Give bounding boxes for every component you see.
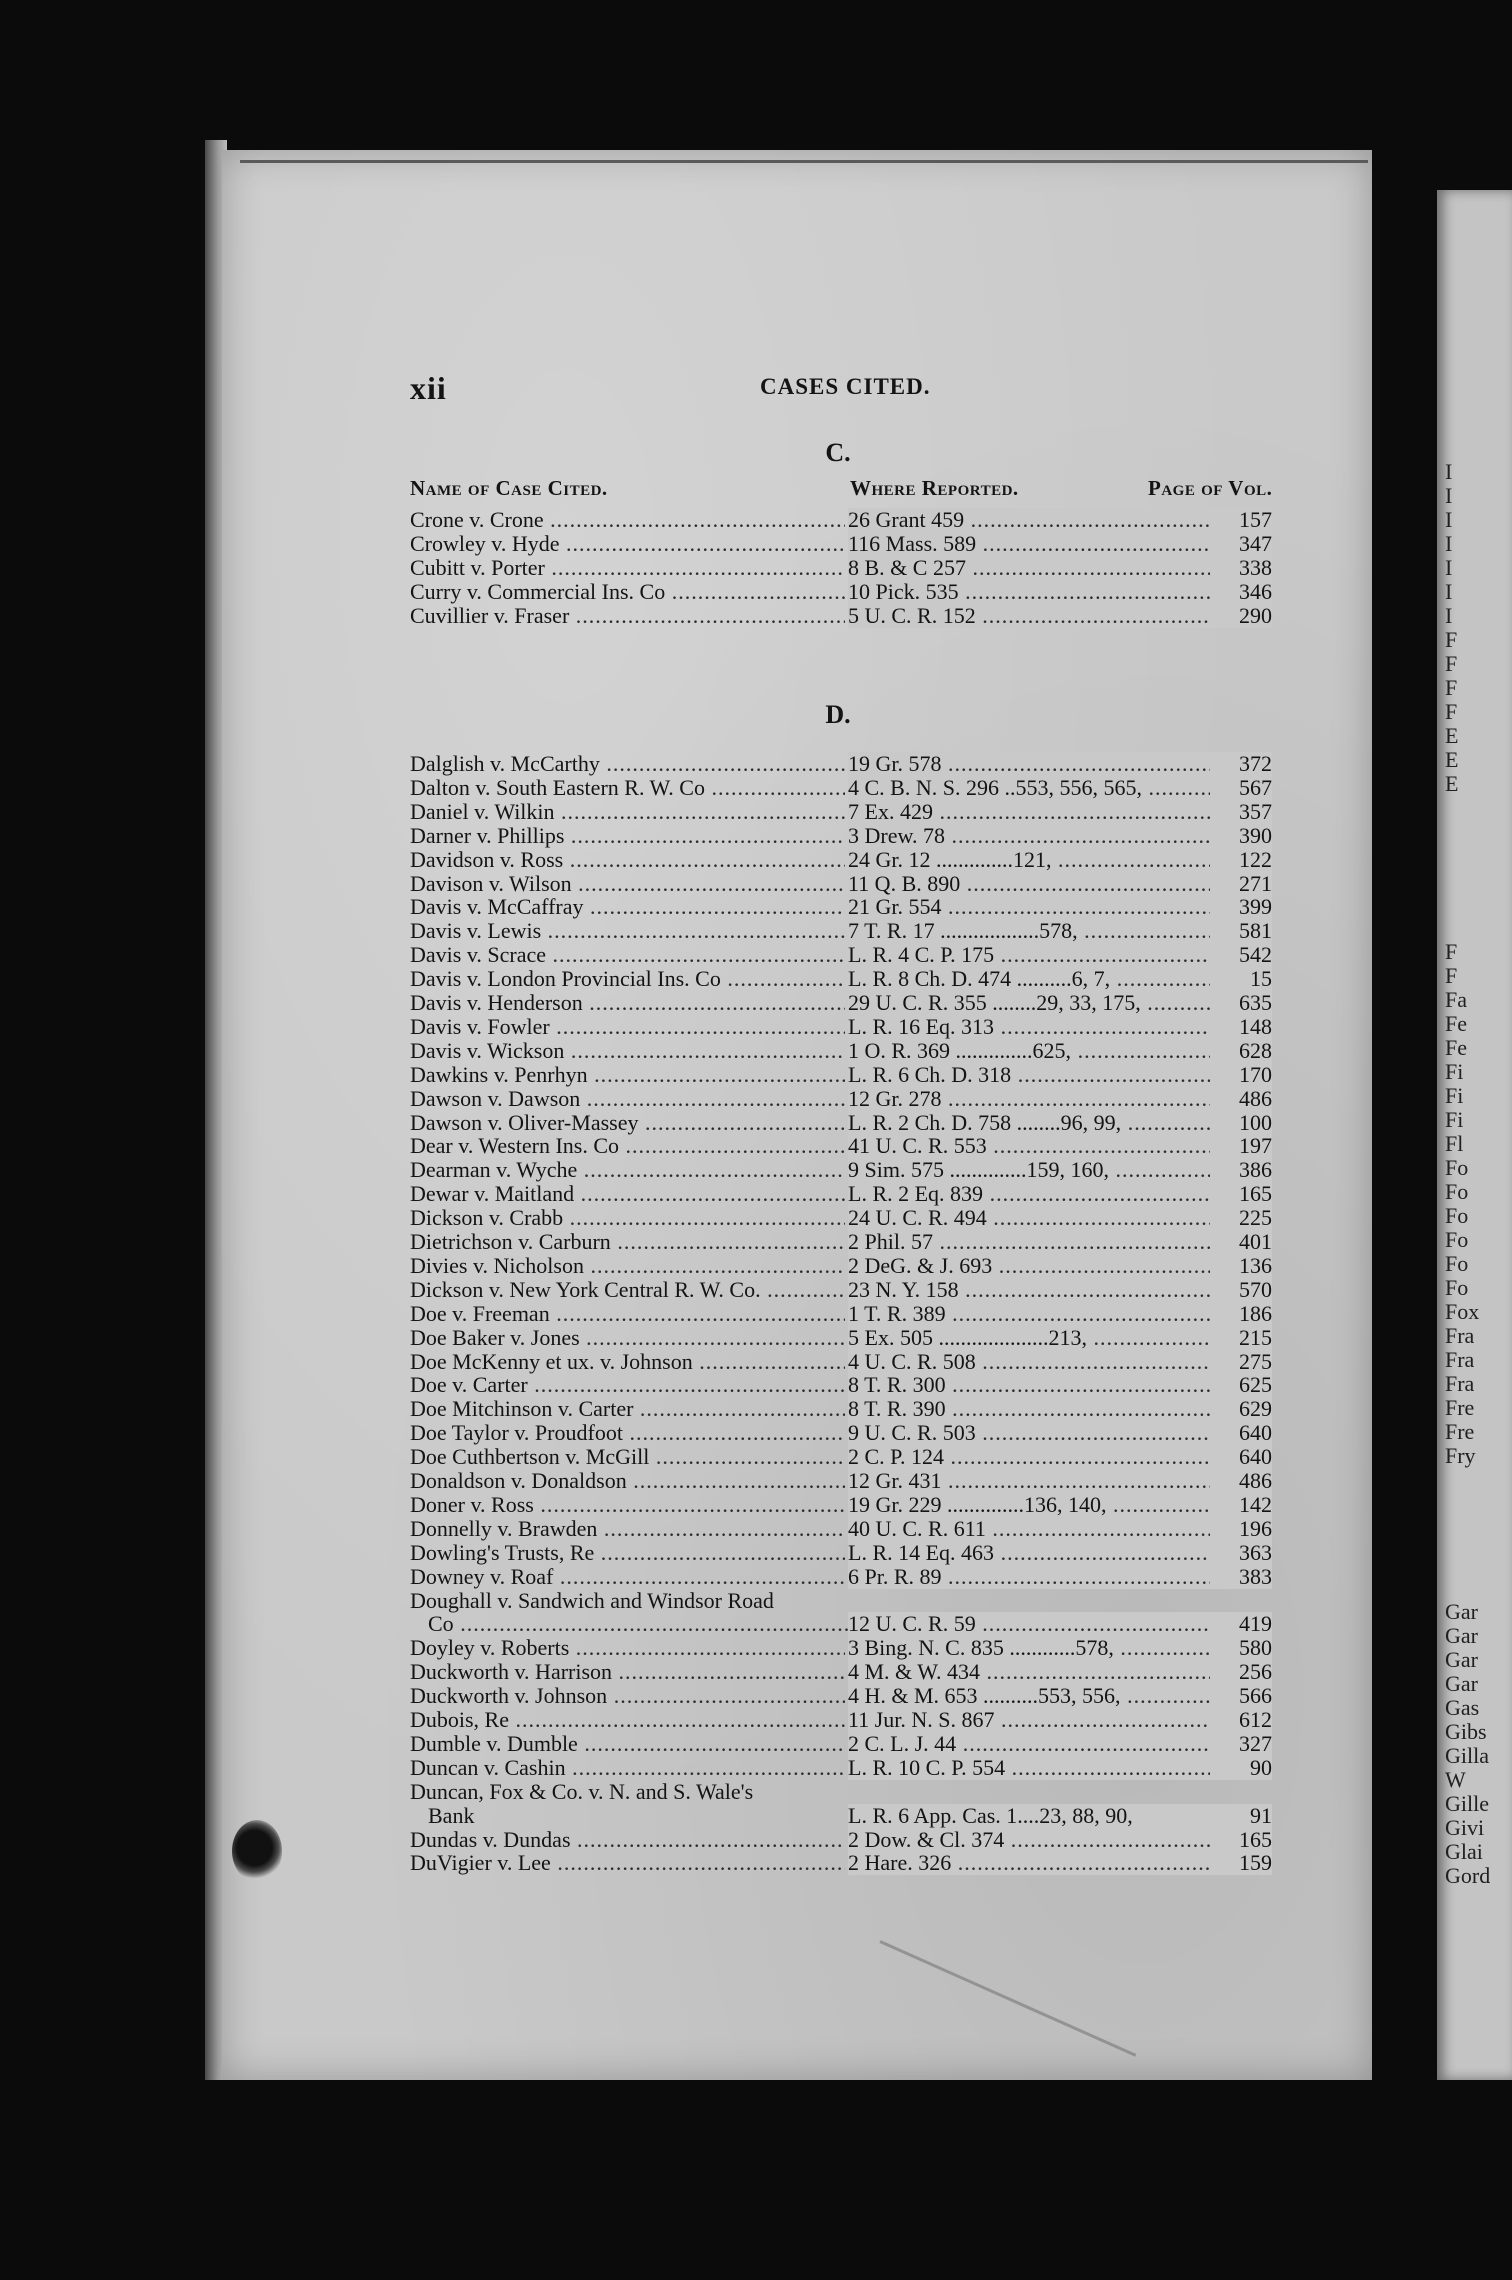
page-of-volume: 165	[1210, 1828, 1272, 1852]
adjacent-page-fragment: F	[1445, 628, 1458, 652]
case-row	[410, 1326, 1272, 1350]
case-name: Donnelly v. Brawden .....	[410, 1517, 845, 1541]
adjacent-page-fragment: Gar	[1445, 1672, 1478, 1696]
adjacent-page-fragment: Fra	[1445, 1324, 1475, 1348]
case-name: Davis v. Henderson .....	[410, 991, 845, 1015]
page-of-volume: 100	[1210, 1111, 1272, 1135]
page-of-volume: 142	[1210, 1493, 1272, 1517]
adjacent-page-fragment: F	[1445, 652, 1458, 676]
case-row	[410, 967, 1272, 991]
page-of-volume: 347	[1210, 532, 1272, 556]
case-row	[410, 1541, 1272, 1565]
page-of-volume: 225	[1210, 1206, 1272, 1230]
case-row	[410, 943, 1272, 967]
case-row	[410, 1397, 1272, 1421]
adjacent-page-fragment: Fre	[1445, 1396, 1475, 1420]
case-row	[410, 1469, 1272, 1493]
case-row	[410, 1636, 1272, 1660]
page-of-volume: 542	[1210, 943, 1272, 967]
where-reported: 24 U. C. R. 494 .....	[848, 1206, 1210, 1230]
case-row	[410, 991, 1272, 1015]
column-heading-name: Name of Case Cited.	[410, 476, 608, 500]
case-row	[410, 1493, 1272, 1517]
case-name: Divies v. Nicholson .....	[410, 1254, 845, 1278]
adjacent-page-fragment: Glai	[1445, 1840, 1483, 1864]
where-reported: L. R. 10 C. P. 554 .....	[848, 1756, 1210, 1780]
case-row	[410, 1182, 1272, 1206]
case-row	[410, 1445, 1272, 1469]
where-reported: 2 DeG. & J. 693 .....	[848, 1254, 1210, 1278]
case-row	[410, 1302, 1272, 1326]
adjacent-page-fragment: Fo	[1445, 1180, 1469, 1204]
case-row	[410, 848, 1272, 872]
where-reported: 1 T. R. 389 .....	[848, 1302, 1210, 1326]
page-of-volume: 629	[1210, 1397, 1272, 1421]
where-reported: 6 Pr. R. 89 .....	[848, 1565, 1210, 1589]
adjacent-page-fragment: E	[1445, 724, 1459, 748]
page-of-volume: 386	[1210, 1158, 1272, 1182]
adjacent-page-fragment: Gar	[1445, 1600, 1478, 1624]
where-reported: 29 U. C. R. 355 ........29, 33, 175, .....	[848, 991, 1210, 1015]
ink-stain	[232, 1820, 282, 1882]
page-of-volume: 486	[1210, 1087, 1272, 1111]
case-row	[410, 872, 1272, 896]
page-of-volume: 290	[1210, 604, 1272, 628]
page-of-volume: 136	[1210, 1254, 1272, 1278]
where-reported: 2 C. P. 124 .....	[848, 1445, 1210, 1469]
case-name: Crone v. Crone .....	[410, 508, 845, 532]
where-reported: 1 O. R. 369 ..............625, .....	[848, 1039, 1210, 1063]
page-of-volume: 15	[1210, 967, 1272, 991]
where-reported: 12 Gr. 278 .....	[848, 1087, 1210, 1111]
where-reported: 116 Mass. 589 .....	[848, 532, 1210, 556]
adjacent-page-fragment: E	[1445, 748, 1459, 772]
case-row	[410, 1373, 1272, 1397]
page-of-volume: 215	[1210, 1326, 1272, 1350]
case-name: Davis v. London Provincial Ins. Co .....	[410, 967, 845, 991]
where-reported: L. R. 16 Eq. 313 .....	[848, 1015, 1210, 1039]
page-of-volume: 170	[1210, 1063, 1272, 1087]
page-of-volume: 640	[1210, 1445, 1272, 1469]
adjacent-page-fragment: Fra	[1445, 1348, 1475, 1372]
case-name: Cuvillier v. Fraser .....	[410, 604, 845, 628]
case-row	[410, 1063, 1272, 1087]
page-of-volume: 327	[1210, 1732, 1272, 1756]
case-name: Dowling's Trusts, Re .....	[410, 1541, 845, 1565]
page-of-volume: 399	[1210, 895, 1272, 919]
case-row	[410, 752, 1272, 776]
page-of-volume: 580	[1210, 1636, 1272, 1660]
adjacent-page-fragment: Fi	[1445, 1108, 1464, 1132]
case-name: Cubitt v. Porter .....	[410, 556, 845, 580]
case-name: Dundas v. Dundas .....	[410, 1828, 845, 1852]
case-row	[410, 1421, 1272, 1445]
where-reported: 5 U. C. R. 152 .....	[848, 604, 1210, 628]
case-name: Davis v. Wickson .....	[410, 1039, 845, 1063]
where-reported: 11 Q. B. 890 .....	[848, 872, 1210, 896]
case-row	[410, 1230, 1272, 1254]
adjacent-page-fragment: I	[1445, 508, 1453, 532]
page-of-volume: 338	[1210, 556, 1272, 580]
case-name: Dear v. Western Ins. Co .....	[410, 1134, 845, 1158]
page-of-volume: 159	[1210, 1851, 1272, 1875]
case-row	[410, 1660, 1272, 1684]
where-reported: 8 T. R. 390 .....	[848, 1397, 1210, 1421]
case-name: Doe Baker v. Jones .....	[410, 1326, 845, 1350]
where-reported: 23 N. Y. 158 .....	[848, 1278, 1210, 1302]
case-name: Dumble v. Dumble .....	[410, 1732, 845, 1756]
adjacent-page-fragment: Fre	[1445, 1420, 1475, 1444]
page-of-volume: 372	[1210, 752, 1272, 776]
case-row	[410, 1756, 1272, 1780]
page-of-volume: 390	[1210, 824, 1272, 848]
where-reported: 9 U. C. R. 503 .....	[848, 1421, 1210, 1445]
where-reported: 19 Gr. 229 ..............136, 140, .....	[848, 1493, 1210, 1517]
case-row	[410, 919, 1272, 943]
adjacent-page-fragment: I	[1445, 556, 1453, 580]
where-reported: 41 U. C. R. 553 .....	[848, 1134, 1210, 1158]
where-reported: 2 Hare. 326 .....	[848, 1851, 1210, 1875]
case-row	[410, 1278, 1272, 1302]
where-reported: 26 Grant 459 .....	[848, 508, 1210, 532]
case-name: Dalglish v. McCarthy .....	[410, 752, 845, 776]
case-name: Davis v. McCaffray .....	[410, 895, 845, 919]
column-heading-page: Page of Vol.	[1148, 476, 1273, 500]
case-row	[410, 1804, 1272, 1828]
adjacent-page-fragment: Gar	[1445, 1648, 1478, 1672]
page-of-volume: 567	[1210, 776, 1272, 800]
adjacent-page-fragment: F	[1445, 700, 1458, 724]
adjacent-page-fragment: F	[1445, 940, 1458, 964]
case-row	[410, 508, 1272, 532]
where-reported: 3 Drew. 78 .....	[848, 824, 1210, 848]
case-name: Duckworth v. Johnson .....	[410, 1684, 845, 1708]
where-reported: L. R. 6 App. Cas. 1....23, 88, 90,	[848, 1804, 1210, 1828]
where-reported: 2 C. L. J. 44 .....	[848, 1732, 1210, 1756]
page-of-volume: 357	[1210, 800, 1272, 824]
case-row	[410, 1087, 1272, 1111]
where-reported: 19 Gr. 578 .....	[848, 752, 1210, 776]
running-header	[410, 370, 1270, 410]
running-title: CASES CITED.	[760, 374, 931, 399]
adjacent-page-fragment: Fi	[1445, 1060, 1464, 1084]
where-reported: L. R. 4 C. P. 175 .....	[848, 943, 1210, 967]
case-name: Dearman v. Wyche .....	[410, 1158, 845, 1182]
case-name: Crowley v. Hyde .....	[410, 532, 845, 556]
where-reported: 12 U. C. R. 59 .....	[848, 1612, 1210, 1636]
page-folio: xii	[410, 370, 447, 406]
case-name: Dawson v. Oliver-Massey .....	[410, 1111, 845, 1135]
page-of-volume: 186	[1210, 1302, 1272, 1326]
where-reported: 4 M. & W. 434 .....	[848, 1660, 1210, 1684]
case-name: Doner v. Ross .....	[410, 1493, 845, 1517]
case-row	[410, 1565, 1272, 1589]
where-reported: 21 Gr. 554 .....	[848, 895, 1210, 919]
case-name: Co .....	[410, 1612, 863, 1636]
adjacent-page-fragment: I	[1445, 460, 1453, 484]
page-of-volume: 383	[1210, 1565, 1272, 1589]
case-row	[410, 1612, 1272, 1636]
page-of-volume: 581	[1210, 919, 1272, 943]
page-of-volume: 566	[1210, 1684, 1272, 1708]
case-row	[410, 1206, 1272, 1230]
case-name: Davis v. Fowler .....	[410, 1015, 845, 1039]
adjacent-page-fragment: W	[1445, 1768, 1466, 1792]
where-reported: 11 Jur. N. S. 867 .....	[848, 1708, 1210, 1732]
where-reported: L. R. 2 Ch. D. 758 ........96, 99, .....	[848, 1111, 1210, 1135]
adjacent-page-fragment: Fo	[1445, 1156, 1469, 1180]
adjacent-page-fragment: F	[1445, 964, 1458, 988]
page-of-volume: 165	[1210, 1182, 1272, 1206]
case-row	[410, 776, 1272, 800]
where-reported: 7 Ex. 429 .....	[848, 800, 1210, 824]
page-of-volume: 157	[1210, 508, 1272, 532]
case-row	[410, 824, 1272, 848]
where-reported: 4 U. C. R. 508 .....	[848, 1350, 1210, 1374]
case-name: Downey v. Roaf .....	[410, 1565, 845, 1589]
where-reported: 3 Bing. N. C. 835 ............578, .....	[848, 1636, 1210, 1660]
case-row	[410, 1134, 1272, 1158]
page-of-volume: 625	[1210, 1373, 1272, 1397]
case-row	[410, 1732, 1272, 1756]
case-name: Dietrichson v. Carburn .....	[410, 1230, 845, 1254]
case-row	[410, 1851, 1272, 1875]
column-heading-reported: Where Reported.	[850, 476, 1019, 500]
case-name: Duckworth v. Harrison .....	[410, 1660, 845, 1684]
case-name: Daniel v. Wilkin .....	[410, 800, 845, 824]
adjacent-page-fragment: Fe	[1445, 1012, 1467, 1036]
case-name: Curry v. Commercial Ins. Co .....	[410, 580, 845, 604]
page-of-volume: 197	[1210, 1134, 1272, 1158]
adjacent-page-fragment: F	[1445, 676, 1458, 700]
case-row	[410, 1828, 1272, 1852]
page-of-volume: 90	[1210, 1756, 1272, 1780]
page-of-volume: 256	[1210, 1660, 1272, 1684]
case-row	[410, 1708, 1272, 1732]
case-name: Duncan, Fox & Co. v. N. and S. Wale's	[410, 1779, 754, 1804]
case-row	[410, 532, 1272, 556]
case-name: Dawson v. Dawson .....	[410, 1087, 845, 1111]
case-row	[410, 604, 1272, 628]
case-row	[410, 1254, 1272, 1278]
where-reported: 9 Sim. 575 ..............159, 160, .....	[848, 1158, 1210, 1182]
adjacent-page-fragment: I	[1445, 604, 1453, 628]
page-of-volume: 486	[1210, 1469, 1272, 1493]
where-reported: L. R. 8 Ch. D. 474 ..........6, 7, .....	[848, 967, 1210, 991]
case-name: Dewar v. Maitland .....	[410, 1182, 845, 1206]
adjacent-page-fragment: Fo	[1445, 1252, 1469, 1276]
case-name: Davidson v. Ross .....	[410, 848, 845, 872]
where-reported: 40 U. C. R. 611 .....	[848, 1517, 1210, 1541]
where-reported: 2 Dow. & Cl. 374 .....	[848, 1828, 1210, 1852]
adjacent-page-fragment: Gas	[1445, 1696, 1480, 1720]
where-reported: 10 Pick. 535 .....	[848, 580, 1210, 604]
case-name: Davison v. Wilson .....	[410, 872, 845, 896]
page-of-volume: 570	[1210, 1278, 1272, 1302]
case-name: Dickson v. Crabb .....	[410, 1206, 845, 1230]
adjacent-page-fragment: Fo	[1445, 1228, 1469, 1252]
page-top-rule	[240, 160, 1368, 163]
case-name: Davis v. Lewis .....	[410, 919, 845, 943]
section-letter-d: D.	[825, 700, 851, 729]
page-of-volume: 635	[1210, 991, 1272, 1015]
adjacent-page-fragment: E	[1445, 772, 1459, 796]
case-name: Doyley v. Roberts .....	[410, 1636, 845, 1660]
case-row	[410, 1684, 1272, 1708]
case-name: Doe v. Carter .....	[410, 1373, 845, 1397]
case-row	[410, 1589, 1272, 1613]
case-name: Dalton v. South Eastern R. W. Co .....	[410, 776, 845, 800]
case-row	[410, 1039, 1272, 1063]
case-row	[410, 1517, 1272, 1541]
adjacent-page-fragment: Fa	[1445, 988, 1467, 1012]
adjacent-page-fragment: I	[1445, 580, 1453, 604]
case-name: Bank	[428, 1803, 475, 1828]
page-of-volume: 401	[1210, 1230, 1272, 1254]
where-reported: L. R. 6 Ch. D. 318 .....	[848, 1063, 1210, 1087]
adjacent-page-fragment: Fra	[1445, 1372, 1475, 1396]
case-name: Dickson v. New York Central R. W. Co. .....	[410, 1278, 845, 1302]
case-name: Duncan v. Cashin .....	[410, 1756, 845, 1780]
case-row	[410, 580, 1272, 604]
section-letter-c: C.	[825, 438, 851, 467]
adjacent-page-fragment: Givi	[1445, 1816, 1485, 1840]
case-name: Doe v. Freeman .....	[410, 1302, 845, 1326]
page-of-volume: 196	[1210, 1517, 1272, 1541]
case-name: Darner v. Phillips .....	[410, 824, 845, 848]
page-of-volume: 346	[1210, 580, 1272, 604]
where-reported: 5 Ex. 505 ....................213, .....	[848, 1326, 1210, 1350]
where-reported: 4 H. & M. 653 ..........553, 556, .....	[848, 1684, 1210, 1708]
case-name: Doe Mitchinson v. Carter .....	[410, 1397, 845, 1421]
page-of-volume: 271	[1210, 872, 1272, 896]
adjacent-page-fragment: Gilla	[1445, 1744, 1489, 1768]
where-reported: 7 T. R. 17 ..................578, .....	[848, 919, 1210, 943]
adjacent-page-strip	[1437, 190, 1512, 2080]
adjacent-page-fragment: Gar	[1445, 1624, 1478, 1648]
case-name: Dawkins v. Penrhyn .....	[410, 1063, 845, 1087]
case-row	[410, 1015, 1272, 1039]
where-reported: 2 Phil. 57 .....	[848, 1230, 1210, 1254]
page-of-volume: 91	[1210, 1804, 1272, 1828]
where-reported: L. R. 14 Eq. 463 .....	[848, 1541, 1210, 1565]
case-name: Dubois, Re .....	[410, 1708, 845, 1732]
where-reported: 8 T. R. 300 .....	[848, 1373, 1210, 1397]
case-name: Doe McKenny et ux. v. Johnson .....	[410, 1350, 845, 1374]
adjacent-page-fragment: Fo	[1445, 1276, 1469, 1300]
page-of-volume: 148	[1210, 1015, 1272, 1039]
adjacent-page-fragment: Fo	[1445, 1204, 1469, 1228]
case-row	[410, 556, 1272, 580]
case-name: Donaldson v. Donaldson .....	[410, 1469, 845, 1493]
page-of-volume: 275	[1210, 1350, 1272, 1374]
adjacent-page-fragment: Gille	[1445, 1792, 1489, 1816]
case-row	[410, 1158, 1272, 1182]
adjacent-page-fragment: Gord	[1445, 1864, 1491, 1888]
adjacent-page-fragment: I	[1445, 484, 1453, 508]
case-name: DuVigier v. Lee .....	[410, 1851, 845, 1875]
case-name: Doe Cuthbertson v. McGill .....	[410, 1445, 845, 1469]
case-row	[410, 1111, 1272, 1135]
adjacent-page-fragment: Fry	[1445, 1444, 1476, 1468]
case-row	[410, 895, 1272, 919]
adjacent-page-fragment: Fox	[1445, 1300, 1480, 1324]
where-reported: 4 C. B. N. S. 296 ..553, 556, 565, .....	[848, 776, 1210, 800]
case-name: Doughall v. Sandwich and Windsor Road	[410, 1588, 774, 1613]
page-of-volume: 612	[1210, 1708, 1272, 1732]
case-name: Doe Taylor v. Proudfoot .....	[410, 1421, 845, 1445]
adjacent-page-fragment: Fi	[1445, 1084, 1464, 1108]
where-reported: 8 B. & C 257 .....	[848, 556, 1210, 580]
page-of-volume: 628	[1210, 1039, 1272, 1063]
where-reported: L. R. 2 Eq. 839 .....	[848, 1182, 1210, 1206]
case-name: Davis v. Scrace .....	[410, 943, 845, 967]
adjacent-page-fragment: I	[1445, 532, 1453, 556]
case-row	[410, 1350, 1272, 1374]
page-of-volume: 363	[1210, 1541, 1272, 1565]
adjacent-page-fragment: Gibs	[1445, 1720, 1487, 1744]
case-row	[410, 800, 1272, 824]
case-row	[410, 1780, 1272, 1804]
where-reported: 12 Gr. 431 .....	[848, 1469, 1210, 1493]
where-reported: 24 Gr. 12 ..............121, .....	[848, 848, 1210, 872]
page-of-volume: 122	[1210, 848, 1272, 872]
page-of-volume: 640	[1210, 1421, 1272, 1445]
adjacent-page-fragment: Fe	[1445, 1036, 1467, 1060]
page-of-volume: 419	[1210, 1612, 1272, 1636]
adjacent-page-fragment: Fl	[1445, 1132, 1464, 1156]
